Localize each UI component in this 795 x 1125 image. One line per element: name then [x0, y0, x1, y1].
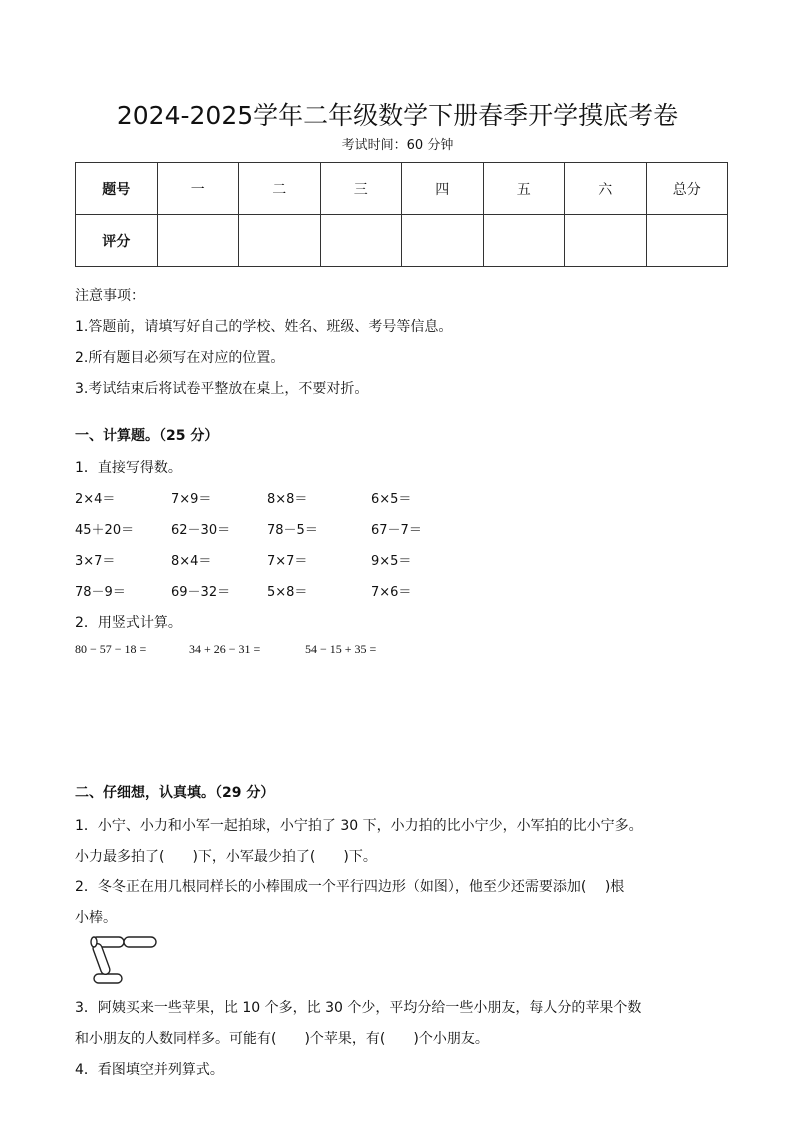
arith-item: 2×4＝	[75, 492, 116, 507]
question-text: 和小朋友的人数同样多。可能有( )个苹果，有( )个小朋友。	[75, 1031, 489, 1047]
score-table-cell: 一	[157, 163, 239, 215]
note-item: 3.考试结束后将试卷平整放在桌上，不要对折。	[75, 381, 369, 397]
score-blank-cell[interactable]	[320, 215, 402, 267]
arith-item: 8×8＝	[267, 492, 308, 507]
arith-item: 6×5＝	[371, 492, 412, 507]
score-blank-cell[interactable]	[646, 215, 728, 267]
stick	[124, 937, 156, 947]
arith-item: 78－9＝	[75, 585, 126, 600]
arith-item: 3×7＝	[75, 554, 116, 569]
arith-item: 67－7＝	[371, 523, 422, 538]
arith-item: 69－32＝	[171, 585, 231, 600]
arith-item: 62－30＝	[171, 523, 231, 538]
score-blank-cell[interactable]	[565, 215, 647, 267]
score-table-score-row	[76, 215, 728, 267]
section1-heading: 一、计算题。（25 分）	[75, 428, 219, 444]
vertical-calc-item: 54 − 15 + 35 =	[305, 642, 377, 656]
question-label: 2．用竖式计算。	[75, 615, 182, 631]
question-text: 4．看图填空并列算式。	[75, 1062, 224, 1078]
score-table-cell: 五	[483, 163, 565, 215]
question-text: 1．小宁、小力和小军一起拍球，小宁拍了 30 下，小力拍的比小宁少，小军拍的比小宁多。	[75, 818, 643, 834]
score-blank-cell[interactable]	[157, 215, 239, 267]
score-table-cell: 三	[320, 163, 402, 215]
exam-duration: 考试时间：60 分钟	[341, 138, 454, 153]
vertical-calc-item: 34 + 26 − 31 =	[189, 642, 261, 656]
score-blank-cell[interactable]	[483, 215, 565, 267]
arith-item: 9×5＝	[371, 554, 412, 569]
section2-heading: 二、仔细想，认真填。（29 分）	[75, 785, 275, 801]
notes-heading: 注意事项：	[75, 288, 145, 304]
question-text: 2．冬冬正在用几根同样长的小棒围成一个平行四边形（如图），他至少还需要添加( )根	[75, 879, 625, 895]
stick	[94, 974, 122, 983]
score-table-cell: 四	[402, 163, 484, 215]
score-table-header-row	[76, 163, 728, 215]
question-label: 1．直接写得数。	[75, 460, 182, 476]
score-blank-cell[interactable]	[239, 215, 321, 267]
score-table-cell: 题号	[76, 163, 158, 215]
exam-title: 2024-2025学年二年级数学下册春季开学摸底考卷	[116, 101, 679, 130]
stick-end	[91, 937, 97, 947]
arith-item: 5×8＝	[267, 585, 308, 600]
question-text: 小力最多拍了( )下，小军最少拍了( )下。	[75, 849, 377, 865]
score-table-cell: 六	[565, 163, 647, 215]
arith-item: 45＋20＝	[75, 523, 135, 538]
score-table-cell: 二	[239, 163, 321, 215]
arith-item: 7×6＝	[371, 585, 412, 600]
question-text: 3．阿姨买来一些苹果，比 10 个多，比 30 个少，平均分给一些小朋友，每人分的苹果个数	[75, 1000, 642, 1016]
arith-item: 7×7＝	[267, 554, 308, 569]
score-blank-cell[interactable]	[402, 215, 484, 267]
arith-item: 8×4＝	[171, 554, 212, 569]
vertical-calc-item: 80 − 57 − 18 =	[75, 642, 147, 656]
note-item: 1.答题前，请填写好自己的学校、姓名、班级、考号等信息。	[75, 319, 453, 335]
score-row-label: 评分	[76, 215, 158, 267]
sticks-figure	[74, 934, 160, 986]
score-table	[75, 162, 728, 267]
arith-item: 78－5＝	[267, 523, 318, 538]
score-table-cell: 总分	[646, 163, 728, 215]
arith-item: 7×9＝	[171, 492, 212, 507]
note-item: 2.所有题目必须写在对应的位置。	[75, 350, 285, 366]
question-text: 小棒。	[75, 910, 117, 926]
